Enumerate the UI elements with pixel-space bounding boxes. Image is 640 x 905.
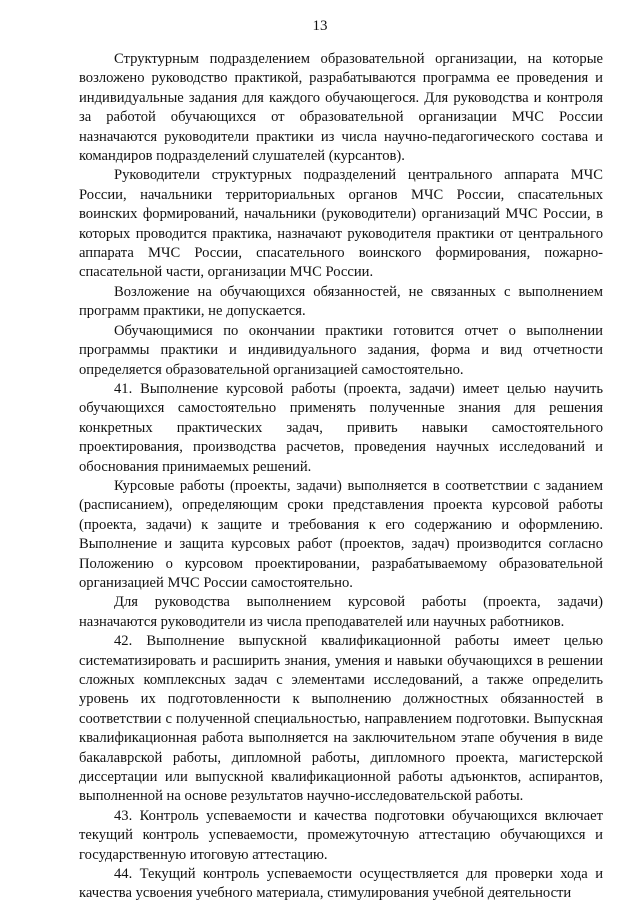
paragraph-43-progress-control: 43. Контроль успеваемости и качества подготовки обучающихся включает текущий контроль успеваемости, промежуточную аттестацию обучающихся и государственную итоговую аттестацию. [79,807,603,863]
paragraph-practice-report: Обучающимися по окончании практики готовится отчет о выполнении программы практики и индивидуального задания, форма и вид отчетности определяется образовательной организацией самостоятельно. [79,322,603,378]
paragraph-practice-programs: Структурным подразделением образовательной организации, на которые возложено руководство практикой, разрабатываются программа ее проведения и индивидуальные задания для каждого обучающегося. Для руководства и контроля за работой обучающихся от образовательной организации МЧС России назначаются руководители практики из числа научно-педагогического состава и командиров подразделений слушателей (курсантов). [79,51,603,165]
paragraph-41-course-work: 41. Выполнение курсовой работы (проекта, задачи) имеет целью научить обучающихся самостоятельно применять полученные знания для решения конкретных практических задач, привить навыки самостоятельного проектирования, производства расчетов, проведения научных исследований и обоснования принимаемых решений. [79,380,603,475]
page-number: 13 [312,18,328,34]
paragraph-course-work-assignment: Курсовые работы (проекты, задачи) выполняется в соответствии с заданием (расписанием), определяющим сроки представления проекта курсовой работы (проекта, задачи) к защите и требования к его содержанию и оформлению. Выполнение и защита курсовых работ (проектов, задач) производится согласно Положению о курсовом проектировании, разрабатываемому образовательной организацией МЧС России самостоятельно. [79,477,603,591]
paragraph-42-graduation-work: 42. Выполнение выпускной квалификационной работы имеет целью систематизировать и расширить знания, умения и навыки обучающихся в решении сложных комплексных задач с элементами исследований, а также определить уровень их подготовленности к выполнению должностных обязанностей в соответствии с полученной специальностью, направлением подготовки. Выпускная квалификационная работа выполняется на заключительном этапе обучения в виде бакалаврской работы, дипломной работы, дипломного проекта, магистерской диссертации или выпускной квалификационной работы адъюнктов, аспирантов, выполненной на основе результатов научно-исследовательской работы. [79,633,603,805]
paragraph-practice-supervisors: Руководители структурных подразделений центрального аппарата МЧС России, начальники территориальных органов МЧС России, спасательных воинских формирований, начальники (руководители) организаций МЧС России, в которых проводится практика, назначают руководителя практики от центрального аппарата МЧС России, спасательного воинского формирования, пожарно-спасательной части, организации МЧС России. [79,167,603,281]
paragraph-course-work-supervision: Для руководства выполнением курсовой работы (проекта, задачи) назначаются руководители из числа преподавателей или научных работников. [79,594,603,630]
paragraph-44-current-control: 44. Текущий контроль успеваемости осуществляется для проверки хода и качества усвоения учебного материала, стимулирования учебной деятельности [79,866,603,902]
document-body [79,50,603,904]
paragraph-duties-restriction: Возложение на обучающихся обязанностей, не связанных с выполнением программ практики, не допускается. [79,283,603,320]
